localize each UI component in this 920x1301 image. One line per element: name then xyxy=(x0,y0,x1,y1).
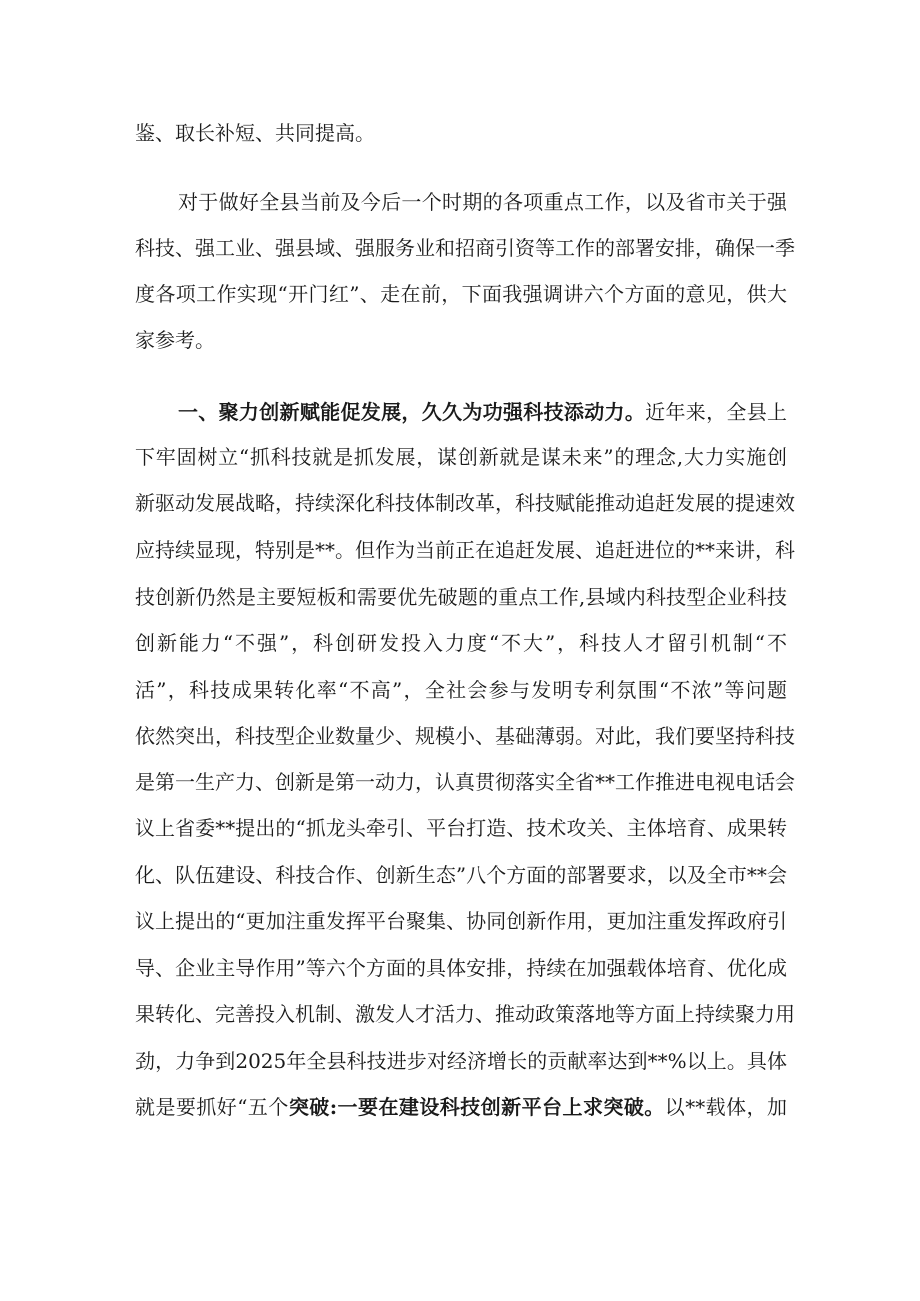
paragraph-line xyxy=(135,113,787,153)
text-segment: 新驱动发展战略，持续深化科技体制改革，科技赋能推动追赶发展的提速效 xyxy=(135,491,795,515)
text-segment: 家参考。 xyxy=(135,328,215,352)
text-segment: 导、企业主导作用”等六个方面的具体安排，持续在加强载体培育、优化成 xyxy=(135,956,787,980)
text-segment: 近年来，全县上 xyxy=(645,400,788,424)
section-heading: 一、聚力创新赋能促发展，久久为功强科技添动力。 xyxy=(178,400,646,424)
paragraph-line xyxy=(135,855,787,895)
text-segment: 活”，科技成果转化率“不高”，全社会参与发明专利氛围“不浓”等问题 xyxy=(135,678,787,702)
text-segment: 对于做好全县当前及今后一个时期的各项重点工作，以及省市关于强 xyxy=(178,190,787,214)
text-segment: 以**载体，加 xyxy=(664,1095,787,1119)
text-segment: 议上提出的“更加注重发挥平台聚集、协同创新作用，更加注重发挥政府引 xyxy=(135,909,787,933)
text-segment: 劲，力争到2025年全县科技进步对经济增长的贡献率达到**%以上。具体 xyxy=(135,1049,787,1073)
text-segment: 鉴、取长补短、共同提高。 xyxy=(135,121,375,145)
text-segment: 依然突出，科技型企业数量少、规模小、基础薄弱。对此，我们要坚持科技 xyxy=(135,724,795,748)
paragraph-line xyxy=(135,274,787,314)
paragraph-line xyxy=(135,716,795,756)
paragraph-line xyxy=(178,392,787,432)
text-segment: 果转化、完善投入机制、激发人才活力、推动政策落地等方面上持续聚力用 xyxy=(135,1002,795,1026)
paragraph-line xyxy=(135,228,795,268)
text-segment: 是第一生产力、创新是第一动力，认真贯彻落实全省**工作推进电视电话会 xyxy=(135,770,795,794)
paragraph-line xyxy=(135,623,787,663)
paragraph-line xyxy=(135,1087,787,1127)
text-segment: 度各项工作实现“开门红”、走在前，下面我强调讲六个方面的意见，供大 xyxy=(135,282,787,306)
subsection-heading: 突破:一要在建设科技创新平台上求突破。 xyxy=(288,1095,665,1119)
paragraph-line xyxy=(135,1041,787,1081)
text-segment: 化、队伍建设、科技合作、创新生态”八个方面的部署要求，以及全市**会 xyxy=(135,863,787,887)
paragraph-line xyxy=(135,577,787,617)
text-segment: 技创新仍然是主要短板和需要优先破题的重点工作,县域内科技型企业科技 xyxy=(135,585,787,609)
paragraph-line xyxy=(135,901,787,941)
paragraph-line xyxy=(178,182,787,222)
text-segment: 创新能力“不强”，科创研发投入力度“不大”，科技人才留引机制“不 xyxy=(135,631,787,655)
paragraph-line xyxy=(135,670,787,710)
paragraph-line xyxy=(135,762,795,802)
text-segment: 议上省委**提出的“抓龙头牵引、平台打造、技术攻关、主体培育、成果转 xyxy=(135,816,787,840)
paragraph-line xyxy=(135,437,787,477)
text-segment: 科技、强工业、强县域、强服务业和招商引资等工作的部署安排，确保一季 xyxy=(135,236,795,260)
paragraph-line xyxy=(135,483,795,523)
paragraph-line xyxy=(135,808,787,848)
text-segment: 就是要抓好“五个 xyxy=(135,1095,289,1119)
text-segment: 下牢固树立“抓科技就是抓发展，谋创新就是谋未来”的理念,大力实施创 xyxy=(135,445,787,469)
paragraph-line xyxy=(135,320,787,360)
text-segment: 应持续显现，特别是**。但作为当前正在追赶发展、追赶进位的**来讲，科 xyxy=(135,538,795,562)
paragraph-line xyxy=(135,994,795,1034)
paragraph-line xyxy=(135,530,795,570)
paragraph-line xyxy=(135,948,787,988)
